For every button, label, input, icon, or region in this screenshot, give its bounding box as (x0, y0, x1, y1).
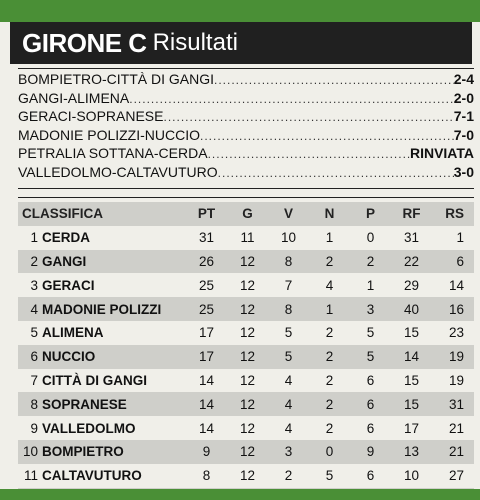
col-header-rs: RS (445, 206, 464, 222)
cell-v: 8 (284, 253, 293, 269)
cell-g: 12 (239, 349, 256, 365)
cell-rs: 1 (456, 230, 464, 246)
cell-pt: 25 (198, 277, 215, 293)
team-name: CALTAVUTURO (42, 468, 142, 484)
cell-n: 2 (325, 396, 334, 412)
cell-rs: 16 (448, 301, 464, 317)
cell-v: 7 (284, 277, 293, 293)
dot-leader (214, 73, 454, 87)
cell-rs: 21 (448, 444, 464, 460)
position: 1 (30, 230, 38, 246)
cell-pt: 25 (198, 301, 215, 317)
position: 10 (22, 444, 38, 460)
dot-leader (200, 129, 454, 143)
cell-v: 8 (284, 301, 293, 317)
cell-rf: 13 (403, 444, 420, 460)
team-name: VALLEDOLMO (42, 420, 136, 436)
cell-g: 12 (239, 444, 256, 460)
cell-v: 4 (284, 396, 293, 412)
col-header-v: V (283, 206, 293, 222)
table-row (18, 369, 474, 393)
table-header-row (18, 202, 474, 226)
divider (18, 68, 474, 69)
cell-rf: 29 (403, 277, 420, 293)
cell-pt: 8 (202, 468, 211, 484)
dot-leader (163, 110, 453, 124)
table-row (18, 321, 474, 345)
cell-pt: 17 (198, 349, 215, 365)
position: 9 (30, 420, 38, 436)
results-list (18, 71, 474, 182)
col-header-n: N (324, 206, 335, 222)
team-name: GERACI (42, 277, 95, 293)
cell-g: 12 (239, 468, 256, 484)
result-match: PETRALIA SOTTANA-CERDA (18, 145, 208, 161)
position: 5 (30, 325, 38, 341)
position: 4 (30, 301, 38, 317)
cell-n: 2 (325, 253, 334, 269)
team-name: NUCCIO (42, 349, 96, 365)
table-row (18, 273, 474, 297)
cell-v: 3 (284, 444, 293, 460)
result-match: MADONIE POLIZZI-NUCCIO (18, 126, 201, 143)
cell-rs: 31 (448, 396, 464, 412)
result-row (18, 145, 474, 164)
cell-p: 3 (366, 301, 375, 317)
cell-n: 5 (325, 468, 334, 484)
cell-pt: 31 (198, 230, 215, 246)
cell-n: 1 (325, 301, 334, 317)
cell-g: 12 (239, 301, 256, 317)
result-score: RINVIATA (409, 145, 474, 161)
col-header-pt: PT (197, 206, 216, 222)
cell-v: 2 (284, 468, 293, 484)
cell-g: 12 (239, 325, 256, 341)
cell-rf: 31 (403, 230, 420, 246)
table-row (18, 464, 474, 488)
cell-pt: 14 (198, 396, 215, 412)
cell-n: 2 (325, 349, 334, 365)
cell-rs: 19 (448, 372, 464, 388)
col-header-g: G (242, 206, 253, 222)
cell-rf: 40 (403, 301, 420, 317)
result-row (18, 108, 474, 127)
cell-rs: 23 (448, 325, 464, 341)
result-score: 2-0 (453, 89, 474, 106)
standings-table (18, 202, 474, 500)
cell-p: 2 (366, 253, 375, 269)
result-row (18, 90, 474, 109)
col-header-team: CLASSIFICA (22, 206, 103, 222)
cell-v: 10 (280, 230, 297, 246)
position: 8 (30, 396, 38, 412)
cell-g: 12 (239, 253, 256, 269)
col-header-rf: RF (402, 206, 421, 222)
cell-rs: 6 (456, 253, 464, 269)
position: 6 (30, 349, 38, 365)
cell-v: 5 (284, 325, 293, 341)
cell-p: 6 (366, 468, 375, 484)
table-row (18, 226, 474, 250)
cell-rf: 15 (403, 372, 420, 388)
divider (18, 188, 474, 189)
cell-p: 1 (366, 277, 375, 293)
table-row (18, 345, 474, 369)
result-score: 3-0 (453, 163, 474, 180)
top-color-band (0, 0, 480, 22)
section-title: GIRONE C (22, 27, 147, 58)
team-name: SOPRANESE (42, 396, 127, 412)
cell-p: 6 (366, 396, 375, 412)
position: 2 (30, 253, 38, 269)
cell-pt: 14 (198, 372, 215, 388)
position: 3 (30, 277, 38, 293)
cell-rf: 17 (403, 420, 420, 436)
cell-v: 4 (284, 372, 293, 388)
dot-leader (208, 147, 410, 161)
table-row (18, 297, 474, 321)
cell-n: 2 (325, 372, 334, 388)
result-row (18, 164, 474, 183)
cell-p: 5 (366, 325, 375, 341)
team-name: CITTÀ DI GANGI (42, 372, 147, 388)
cell-rs: 21 (448, 420, 464, 436)
cell-n: 2 (325, 325, 334, 341)
result-score: 2-4 (453, 71, 474, 87)
cell-p: 0 (366, 230, 375, 246)
team-name: MADONIE POLIZZI (42, 301, 162, 317)
section-subtitle: Risultati (152, 29, 238, 56)
cell-rf: 15 (403, 325, 420, 341)
result-match: GERACI-SOPRANESE (18, 108, 164, 124)
cell-rs: 19 (448, 349, 464, 365)
position: 11 (23, 468, 38, 484)
cell-rf: 14 (403, 349, 420, 365)
result-score: 7-0 (453, 126, 474, 143)
table-row (18, 440, 474, 464)
cell-g: 12 (239, 396, 256, 412)
divider (18, 197, 474, 198)
cell-v: 5 (284, 349, 293, 365)
cell-n: 2 (325, 420, 334, 436)
cell-p: 6 (366, 372, 375, 388)
dot-leader (129, 92, 454, 106)
cell-rs: 27 (448, 468, 464, 484)
cell-p: 6 (366, 420, 375, 436)
team-name: CERDA (42, 230, 91, 246)
table-row (18, 250, 474, 274)
cell-n: 0 (325, 444, 334, 460)
result-match: BOMPIETRO-CITTÀ DI GANGI (18, 71, 215, 87)
cell-rs: 14 (448, 277, 464, 293)
table-row (18, 416, 474, 440)
cell-pt: 26 (198, 253, 215, 269)
cell-pt: 17 (198, 325, 215, 341)
bottom-color-band (0, 489, 480, 500)
cell-rf: 10 (403, 468, 420, 484)
cell-g: 12 (239, 420, 256, 436)
cell-g: 12 (239, 372, 256, 388)
col-header-p: P (365, 206, 375, 222)
cell-p: 5 (366, 349, 375, 365)
result-match: GANGI-ALIMENA (18, 89, 130, 106)
cell-n: 1 (325, 230, 334, 246)
cell-g: 12 (239, 277, 256, 293)
position: 7 (30, 372, 38, 388)
cell-rf: 22 (403, 253, 420, 269)
cell-rf: 15 (403, 396, 420, 412)
cell-pt: 14 (198, 420, 215, 436)
cell-v: 4 (284, 420, 293, 436)
result-row (18, 71, 474, 90)
team-name: GANGI (42, 253, 87, 269)
team-name: BOMPIETRO (42, 444, 124, 460)
result-row (18, 127, 474, 146)
cell-g: 11 (240, 230, 255, 246)
result-score: 7-1 (453, 108, 474, 124)
cell-n: 4 (325, 277, 334, 293)
table-row (18, 392, 474, 416)
cell-pt: 9 (202, 444, 211, 460)
result-match: VALLEDOLMO-CALTAVUTURO (18, 163, 218, 180)
dot-leader (218, 166, 454, 180)
team-name: ALIMENA (42, 325, 104, 341)
section-header (10, 22, 472, 64)
cell-p: 9 (366, 444, 375, 460)
